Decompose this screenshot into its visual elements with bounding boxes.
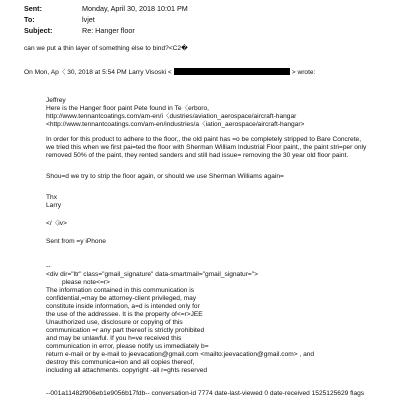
disclaimer-line: communication in error, please notify us immediately b= — [46, 343, 209, 350]
disclaimer-line: destroy this communica=ion and all copies thereof, — [46, 359, 195, 366]
please-note: please note<=r> — [62, 279, 110, 286]
redaction-bar — [174, 68, 290, 75]
disclaimer-line: constitute inside information, a=d is intended only for — [46, 303, 200, 310]
to-label: To: — [24, 15, 35, 24]
quote-header-before: On Mon, Ap〈 30, 2018 at 5:54 PM Larry Visoski < — [24, 69, 172, 76]
quoted-thx: Thx — [46, 194, 57, 201]
sent-label: Sent: — [24, 4, 42, 13]
to-value: lvjet — [82, 15, 95, 24]
disclaimer-line: return e-mail or by e-mail to jeevacation@gmail.com <mailto:jeevacation@gmail.com> , and — [46, 351, 315, 358]
quoted-line-1: Here is the Hanger floor paint Pete found in Te〈erboro, — [46, 105, 209, 112]
sent-value: Monday, April 30, 2018 10:01 PM — [82, 4, 188, 13]
disclaimer-line: confidential,=may be attorney-client privileged, may — [46, 295, 197, 302]
quoted-para-line-2: we tried this when we first pai=ted the floor with Sherman William Industrial Floor paint,, the paint stri=per only — [46, 144, 367, 151]
disclaimer-line: communication =r any part thereof is strictly prohibited — [46, 327, 205, 334]
signature-div: <div dir="ltr" class="gmail_signature" data-smartmail="gmail_signatur="> — [46, 271, 258, 278]
quoted-para-line-1: In order for this product to adhere to the floor,, the old paint has =o be completely stripped to Bare Concrete, — [46, 136, 362, 143]
quoted-link-2: <http://www.tennantcoatings.com/am-en/industries/a〈iation_aerospace/aircraft-hangar> — [46, 121, 305, 128]
disclaimer-line: including all attachments. copyright -all r=ghts reserved — [46, 367, 208, 374]
conversation-footer: --001a11482f906eb1e9056b17fdb-- conversation-id 7774 date-last-viewed 0 date-received 1525125629 flags — [46, 390, 365, 397]
disclaimer-line: and may be unlawful. If you h=ve received this — [46, 335, 182, 342]
disclaimer-line: the use of the addressee. It is the property of<=r>JEE — [46, 311, 203, 318]
subject-label: Subject: — [24, 26, 53, 35]
quoted-para-line-3: removed 50% of the paint, they rented sanders and still had issue= removing the 30 year old floor paint. — [46, 152, 349, 159]
reply-text: can we put a thin layer of something else to bind?<C2� — [24, 45, 188, 52]
quoted-link-1: http://www.tennantcoatings.com/am-en/i〈dustries/aviation_aerospace/aircraft-hangar — [46, 113, 297, 120]
quoted-question: Shou=d we try to strip the floor again, or should we use Sherman Williams again= — [46, 173, 284, 180]
quoted-sent-from: Sent from =y iPhone — [46, 238, 106, 245]
subject-value: Re: Hanger floor — [82, 26, 135, 35]
disclaimer-line: The information contained in this communication is — [46, 287, 195, 294]
quoted-greeting: Jeffrey — [46, 97, 66, 104]
quoted-name: Larry — [46, 202, 62, 209]
signature-dashes: -- — [46, 263, 51, 270]
quote-header-after: > wrote: — [291, 69, 316, 76]
disclaimer-line: Unauthorized use, disclosure or copying of this — [46, 319, 183, 326]
quoted-div-close: </〈iv> — [46, 220, 67, 227]
quote-header — [24, 68, 315, 77]
